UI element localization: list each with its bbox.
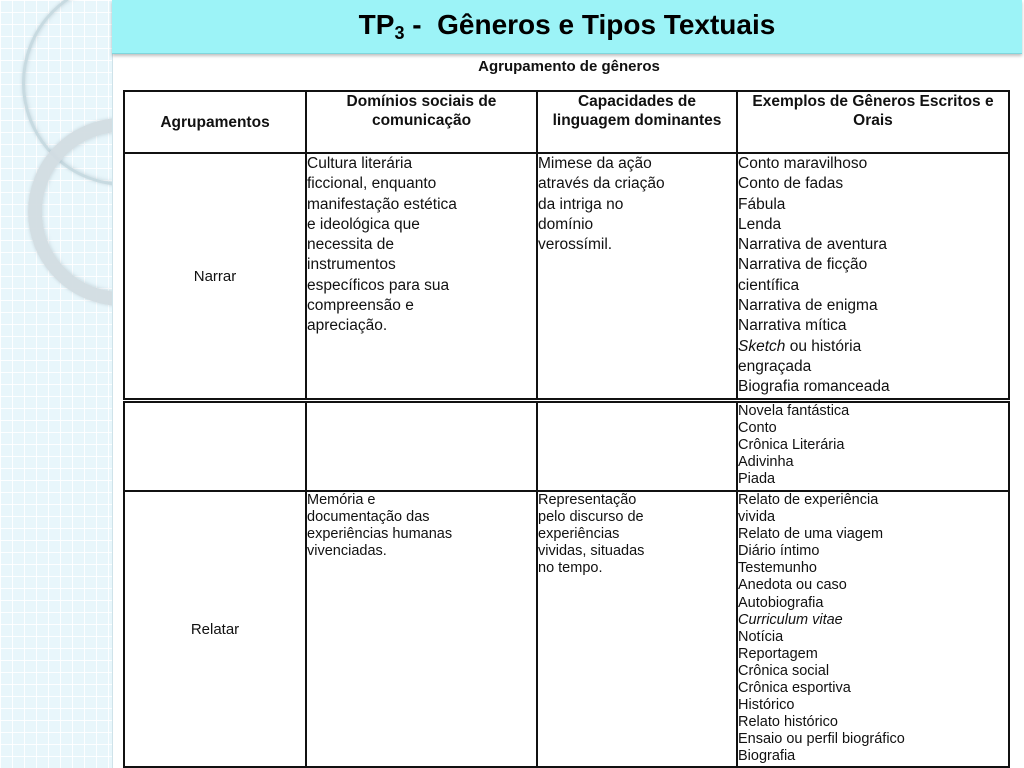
empty-cell xyxy=(306,402,537,491)
header-agrupamentos: Agrupamentos xyxy=(124,91,306,153)
list-item: Reportagem xyxy=(738,645,818,662)
list-item: documentação das xyxy=(307,509,430,526)
decorative-side-pattern xyxy=(0,0,113,768)
list-item: domínio xyxy=(538,215,594,233)
table-sheet-top xyxy=(123,90,1010,400)
list-item: verossímil. xyxy=(538,236,613,254)
list-item: Narrativa de enigma xyxy=(738,297,878,315)
list-item: Piada xyxy=(738,471,776,488)
list-item: Biografia romanceada xyxy=(738,378,890,396)
table-row-relatar xyxy=(124,491,1009,767)
list-item: instrumentos xyxy=(307,256,396,274)
header-exemplos: Exemplos de Gêneros Escritos e Orais xyxy=(737,91,1009,153)
table-row-continuation xyxy=(124,402,1009,491)
list-item: vivida xyxy=(738,509,776,526)
group-relatar: Relatar xyxy=(124,491,306,767)
list-item: experiências humanas xyxy=(307,526,453,543)
list-item: ficcional, enquanto xyxy=(307,175,437,193)
list-item: Diário íntimo xyxy=(738,543,820,560)
group-narrar: Narrar xyxy=(124,153,306,399)
empty-cell xyxy=(124,402,306,491)
table-caption: Agrupamento de gêneros xyxy=(478,58,660,75)
continuation-exemplos xyxy=(737,402,1009,491)
list-item: Cultura literária xyxy=(307,155,413,172)
relatar-dominios xyxy=(306,491,537,767)
slide-title: $TP_3$ - Gêneros e Tipos Textuais xyxy=(358,9,776,43)
list-item: específicos para sua xyxy=(307,276,450,294)
list-item: Autobiografia xyxy=(738,594,824,611)
header-capacidades: Capacidades de linguagem dominantes xyxy=(537,91,737,153)
list-item: no tempo. xyxy=(538,560,603,577)
list-item: Sketch ou história xyxy=(738,337,862,355)
list-item: vivenciadas. xyxy=(307,543,387,560)
list-item: Mimese da ação xyxy=(538,155,652,172)
genres-table xyxy=(123,90,1010,400)
list-item: pelo discurso de xyxy=(538,509,644,526)
list-item: da intriga no xyxy=(538,195,624,213)
list-item: Conto xyxy=(738,420,777,437)
table-sheet-bottom xyxy=(123,401,1010,768)
list-item: Conto maravilhoso xyxy=(738,155,868,172)
header-dominios: Domínios sociais de comunicação xyxy=(306,91,537,153)
list-item: Anedota ou caso xyxy=(738,577,847,594)
list-item: Adivinha xyxy=(738,454,794,471)
list-item: manifestação estética xyxy=(307,195,457,213)
list-item: apreciação. xyxy=(307,317,388,335)
list-item: necessita de xyxy=(307,236,395,254)
narrar-capacidades xyxy=(537,153,737,399)
list-item: Histórico xyxy=(738,697,795,714)
list-item: através da criação xyxy=(538,175,665,193)
list-item: Memória e xyxy=(307,492,376,508)
list-item: Crônica Literária xyxy=(738,437,845,454)
list-item: experiências xyxy=(538,526,620,543)
list-item: Fábula xyxy=(738,195,786,213)
title-bar xyxy=(112,0,1022,54)
relatar-capacidades xyxy=(537,491,737,767)
table-row-narrar xyxy=(124,153,1009,399)
list-item: Testemunho xyxy=(738,560,817,577)
list-item: Lenda xyxy=(738,215,782,233)
list-item: Crônica esportiva xyxy=(738,680,851,697)
list-item: Representação xyxy=(538,492,637,508)
decorative-ring xyxy=(28,118,113,306)
list-item: Narrativa de aventura xyxy=(738,236,888,254)
list-item: compreensão e xyxy=(307,297,414,315)
list-item: científica xyxy=(738,276,800,294)
list-item: vividas, situadas xyxy=(538,543,645,560)
list-item: Notícia xyxy=(738,628,784,645)
list-item: Narrativa de ficção xyxy=(738,256,868,274)
list-item: Relato de uma viagem xyxy=(738,526,884,543)
list-item: e ideológica que xyxy=(307,215,420,233)
list-item: Conto de fadas xyxy=(738,175,844,193)
list-item: Relato de experiência xyxy=(738,492,879,508)
list-item: Relato histórico xyxy=(738,714,838,731)
list-item: Biografia xyxy=(738,748,796,765)
list-item: engraçada xyxy=(738,357,812,375)
header-row xyxy=(124,91,1009,153)
list-item: Narrativa mítica xyxy=(738,317,847,335)
list-item: Crônica social xyxy=(738,662,830,679)
relatar-exemplos xyxy=(737,491,1009,767)
empty-cell xyxy=(537,402,737,491)
list-item: Ensaio ou perfil biográfico xyxy=(738,731,905,748)
genres-table-continued xyxy=(123,401,1010,768)
list-item: Curriculum vitae xyxy=(738,611,843,628)
narrar-exemplos xyxy=(737,153,1009,399)
narrar-dominios xyxy=(306,153,537,399)
list-item: Novela fantástica xyxy=(738,403,850,419)
